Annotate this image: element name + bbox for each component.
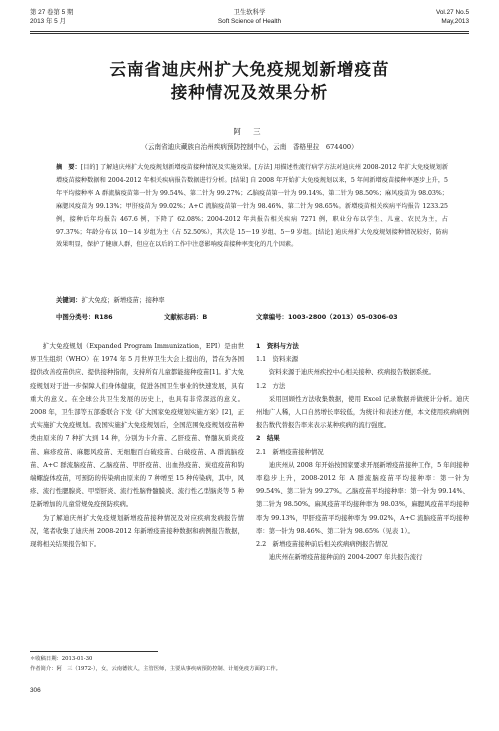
paragraph-vaccination: 迪庆州从 2008 年开始按国家要求开展新增疫苗接种工作，5 年间接种率稳步上升，2008-2012 年 A 群流脑疫苗平均接种率：第一针为 99.54%、第二针为 99.27%。乙脑疫苗平均接种率：第一针为 99.14%、第二针为 98.50%。麻风疫苗平均接种率为 98.03%，麻腮风疫苗平均接种率为 99.13%，甲肝疫苗平均接种率为 99.02%，A+C 流脑疫苗平均接种率：第一针为 98.46%、第二针为 98.65%（见表 1）。: [256, 460, 469, 535]
abstract-label: 摘 要：: [56, 164, 81, 171]
left-column: [30, 340, 244, 551]
subsection-heading-data-source: 1.1 资料来源: [256, 355, 299, 364]
right-column: [256, 340, 469, 564]
issue-date-en: May,2013: [441, 18, 469, 25]
journal-name: [30, 8, 469, 26]
paragraph-method: 采用回顾性方法收集数据，使用 Excel 记录数据并做统计分析。迪庆州地广人稀，人口自然增长率较低，为统计和表述方便，本文使用疾病病例报告数代替报告率来表示某种疾病的流行强度。: [256, 394, 469, 430]
author: 阿 三: [233, 127, 266, 136]
paragraph-disease-reports: 迪庆州在新增疫苗接种前的 2004-2007 年共报告流行: [268, 553, 423, 562]
affiliation: （云南省迪庆藏族自治州疾病预防控制中心，云南 香格里拉 674400）: [141, 143, 358, 151]
subsection-heading-vaccination: 2.1 新增疫苗接种情况: [256, 447, 324, 456]
header-rule: [30, 31, 469, 34]
keywords-text: 扩大免疫；新增疫苗；接种率: [81, 296, 165, 304]
document-code: 文献标志码：B: [164, 313, 208, 321]
paragraph-data-source: 资料来源于迪庆州疾控中心相关接种、疾病报告数据系统。: [268, 368, 435, 377]
journal-issue-en: [436, 8, 469, 26]
footnote: [30, 655, 469, 674]
subsection-heading-disease-reports: 2.2 新增疫苗接种前后相关疾病病例报告情况: [256, 540, 388, 549]
author-bio: 作者简介：阿 三（1972-），女，云南德钦人，主管医师，主要从事疾病预防控制、计划免疫方面的工作。: [30, 665, 281, 672]
title-line-2: 接种情况及效果分析: [170, 83, 329, 102]
issue-date: 2013 年 5 月: [30, 18, 66, 25]
clc-number: 中图分类号：R186: [56, 313, 113, 321]
footnote-rule: [30, 651, 158, 652]
received-date: ＊收稿日期：2013-01-30: [30, 656, 93, 662]
intro-paragraph-1: 扩大免疫规划（Expanded Program Immunization，EPI）是由世界卫生组织（WHO）在 1974 年 5 月世界卫生大会上提出的，旨在为各国提供改善疫苗供应、提供接种指南，支持所有儿童都能接种疫苗[1]。扩大免疫规划对于进一步保障人们身体健康，促进各国卫生事业的快速发展，具有重大的意义。在全球公共卫生发展的历史上，也具有非常深远的意义。2008 年，卫生部等五部委联合下发《扩大国家免疫规划实施方案》[2]，正式实施扩大免疫规划。我国实施扩大免疫规划后，全国范围免疫规划疫苗种类由原来的 7 种扩大到 14 种，分别为卡介苗、乙肝疫苗、脊髓灰质炎疫苗、麻疹疫苗、麻腮风疫苗、无细胞百白破疫苗、白破疫苗、A 群流脑疫苗、A+C 群流脑疫苗、乙脑疫苗、甲肝疫苗、出血热疫苗、炭疽疫苗和钩端螺旋体疫苗，可预防的传染病由原来的 7 种增至 15 种传染病，其中，风疹、流行性腮腺炎、甲型肝炎、流行性脑脊髓膜炎、流行性乙型脑炎等 5 种是新增加的儿童常规免疫预防疾病。: [30, 342, 244, 509]
title-line-1: 云南省迪庆州扩大免疫规划新增疫苗: [109, 60, 390, 79]
section-heading-materials-methods: 1 资料与方法: [256, 342, 299, 350]
article-number: 文章编号：1003-2800（2013）05-0306-03: [256, 313, 398, 321]
keywords-label: 关键词：: [56, 296, 82, 304]
volume-issue-en: Vol.27 No.5: [435, 9, 469, 16]
abstract-text: [目的] 了解迪庆州扩大免疫规划新增疫苗接种情况及实施效果。[方法] 用描述性流行病学方法对迪庆州 2008-2012 年扩大免疫规划新增疫苗接种数据和 2004-2012 年相关疾病报告数据进行分析。[结果] 自 2008 年开始扩大免疫规划以来，5 年间新增疫苗接种率逐步上升，5 年平均接种率 A 群流脑疫苗第一针为 99.54%、第二针为 99.27%；乙脑疫苗第一针为 99.14%、第二针为 98.50%；麻风疫苗为 98.03%；麻腮风疫苗为 99.13%；甲肝疫苗为 99.02%；A+C 流脑疫苗第一针为 98.46%、第二针为 98.65%。新增疫苗相关疾病平均报告 1233.25 例，接种后年均报告 467.6 例，下降了 62.08%；2004-2012 年共报告相关疾病 7271 例，职业分布以学生、儿童、农民为主，占 97.37%；年龄分布以 10～14 岁组为主（占 52.50%），其次是 15～19 岁组、5～9 岁组。[结论] 迪庆州扩大免疫规划接种情况较好，防病效果明显，保护了健康人群，但应在以后的工作中注意影响疫苗接种率变化的几个因素。: [56, 164, 449, 249]
article-title: [30, 58, 469, 104]
page-number: 306: [30, 687, 41, 694]
journal-name-cn: 卫生软科学: [233, 9, 266, 16]
volume-issue: 第 27 卷第 5 期: [30, 9, 74, 16]
journal-name-en: Soft Science of Health: [217, 18, 282, 25]
keywords: [56, 295, 448, 305]
abstract: [56, 162, 448, 252]
subsection-heading-method: 1.2 方法: [256, 381, 286, 390]
section-heading-results: 2 结果: [256, 434, 280, 443]
intro-paragraph-2: 为了解迪庆州扩大免疫规划新增疫苗接种情况及对应疾病发病报告情况，笔者收集了迪庆州 2008-2012 年新增疫苗接种数据和病例报告数据，现将相关结果报告如下。: [30, 513, 244, 549]
